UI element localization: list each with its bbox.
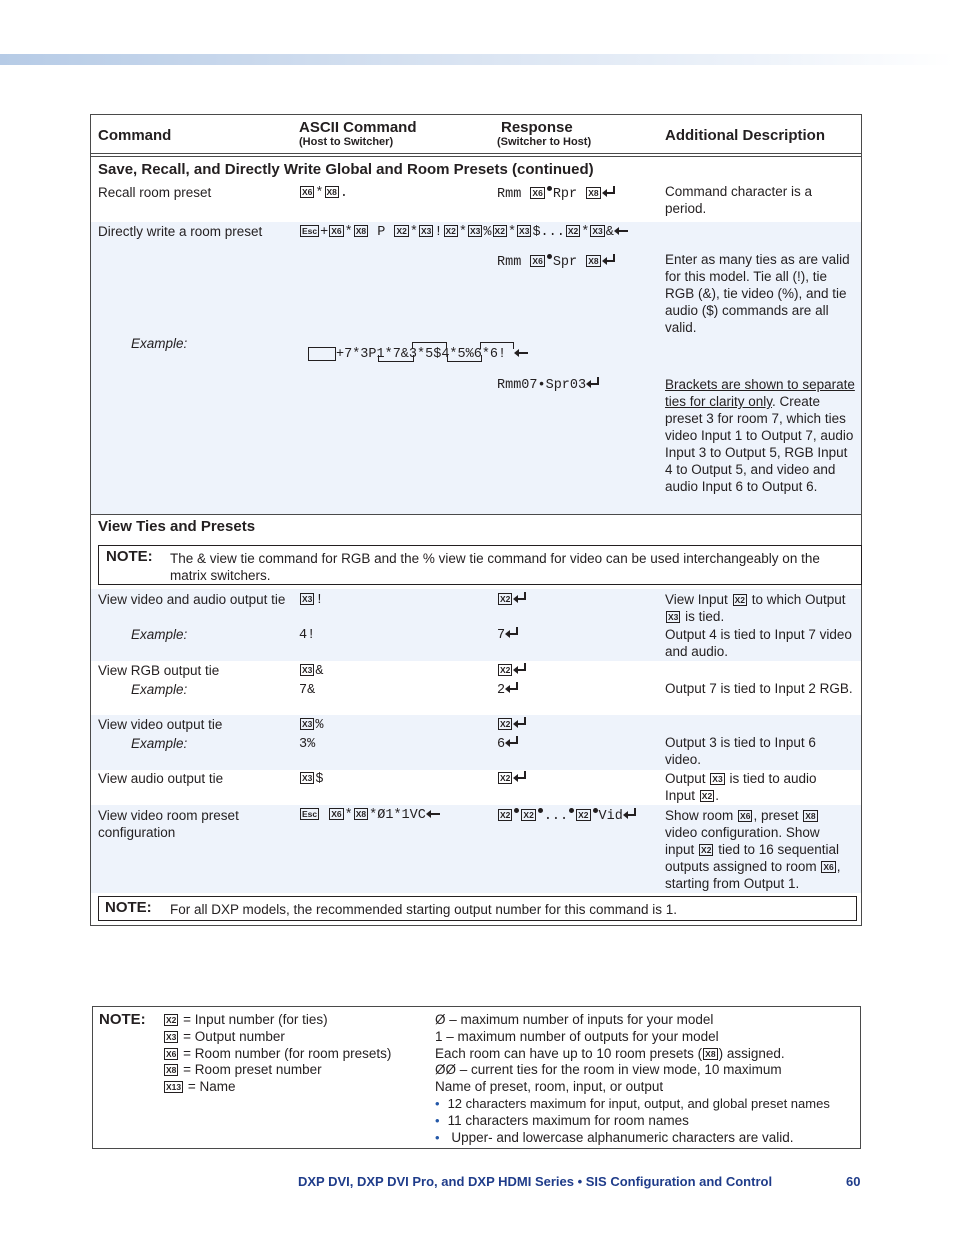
bullet-dot: [569, 808, 574, 813]
view-rgb-example-label: Example:: [131, 682, 188, 697]
legend-right-line: Each room can have up to 10 room presets ( X8 ) assigned.: [435, 1045, 785, 1061]
x3-box: X3: [302, 594, 313, 604]
x2-box: X2: [396, 226, 407, 236]
view-rgb-example-response: [497, 683, 518, 698]
col-ascii-subheader: (Host to Switcher): [299, 136, 394, 148]
x3-box: X3: [302, 719, 313, 729]
example-description-text: Create preset 3 for room 7, which ties video Input 1 to Output 7, audio Input 3 to Output 5, RGB Input 4 to Output 5, and video and audio Input 6 to Output 6.: [665, 394, 854, 494]
view-av-example-description: Output 4 is tied to Input 7 video and audio.: [665, 627, 852, 659]
note-box-view-ties: [98, 545, 862, 585]
view-av-ascii-command: X3 !: [302, 593, 324, 608]
return-icon: [513, 719, 526, 728]
bullet-text: 11 characters maximum for room names: [447, 1112, 689, 1128]
esc-box: Esc: [302, 226, 318, 236]
x2-box: X2: [500, 810, 511, 820]
left-arrow-icon: [614, 226, 628, 235]
x8-box: X8: [805, 811, 816, 821]
note-label: NOTE:: [105, 899, 152, 916]
return-icon: [623, 810, 636, 819]
view-video-example-label: Example:: [131, 736, 188, 751]
view-video-ascii-command: X3 %: [302, 718, 324, 733]
bullet-icon: •: [435, 1112, 440, 1128]
x2-box: X2: [523, 810, 534, 820]
recall-response: Rmm X6 Rpr X8: [497, 186, 615, 202]
view-av-example-command: 4!: [299, 628, 316, 643]
x8-box: X8: [355, 809, 367, 819]
recall-room-preset-label: Recall room preset: [98, 185, 212, 200]
left-arrow-icon: [514, 348, 528, 357]
x2-box: X2: [445, 226, 456, 236]
return-icon: [513, 773, 526, 782]
legend-box: X13: [166, 1082, 182, 1093]
view-rgb-response: [497, 664, 526, 679]
x6-box: X6: [532, 256, 543, 266]
view-rgb-ascii-command: X3 &: [302, 664, 324, 679]
view-audio-description: Output X3 is tied to audio Input X2 .: [665, 771, 817, 803]
header-divider: [91, 153, 861, 154]
return-icon: [602, 188, 615, 197]
view-room-response: X2 X2 ... X2 Vid: [497, 808, 636, 824]
view-audio-response: [497, 772, 526, 787]
bullet-dot: [547, 254, 552, 259]
desc-part: is tied.: [685, 609, 725, 624]
legend-item: [163, 1046, 391, 1063]
x3-box: X3: [592, 226, 603, 236]
view-video-response: [497, 718, 526, 733]
command-table: [90, 114, 862, 926]
direct-write-response: Rmm X6 Spr X8: [497, 254, 615, 270]
legend-right-line: Ø – maximum number of inputs for your model: [435, 1012, 714, 1027]
legend-right-line: 1 – maximum number of outputs for your model: [435, 1028, 719, 1044]
section-title-view-ties: View Ties and Presets: [98, 518, 256, 535]
x8-box: X8: [705, 1048, 716, 1059]
desc-part: Show room: [665, 808, 734, 823]
legend-note-label: NOTE:: [99, 1011, 146, 1028]
x2-box: X2: [578, 810, 589, 820]
x3-box: X3: [519, 226, 530, 236]
return-icon: [505, 738, 518, 747]
legend-text: = Output number: [183, 1028, 285, 1044]
col-command-header: Command: [98, 127, 172, 144]
legend-box: X2: [166, 1015, 177, 1025]
example-response-text: 6: [497, 737, 506, 752]
legend-bullet-item: [435, 1113, 855, 1130]
note-text: For all DXP models, the recommended starting output number for this command is 1.: [170, 902, 677, 917]
col-response-header: Response: [501, 119, 573, 136]
x2-box: X2: [494, 226, 505, 236]
x6-box: X6: [532, 188, 543, 198]
desc-part: tied to 16 sequential: [718, 842, 840, 857]
view-rgb-example-command: 7&: [299, 683, 316, 698]
x6-box: X6: [331, 809, 342, 819]
legend-right-text: assigned.: [726, 1045, 785, 1061]
x3-box: X3: [712, 774, 723, 784]
legend-box: X6: [166, 1048, 177, 1059]
direct-write-ascii-command: Esc + X6 * X8 P X2 * X3 ! X2 * X3 % X2 * X3 $... X2 * X3 &: [299, 225, 628, 240]
x2-box: X2: [567, 226, 579, 236]
x8-box: X8: [588, 188, 599, 198]
x8-box: X8: [355, 226, 367, 236]
bullet-text: Upper- and lowercase alphanumeric characters are valid.: [451, 1129, 794, 1145]
view-video-example-command: 3%: [299, 737, 316, 752]
view-rgb-label: View RGB output tie: [98, 663, 220, 678]
view-av-label: View video and audio output tie: [98, 592, 286, 607]
x8-box: X8: [326, 187, 337, 197]
x2-box: X2: [701, 791, 713, 801]
return-icon: [602, 256, 615, 265]
example-command-text: +7*3P1*7&3*5$4*5%6*6!: [336, 347, 507, 362]
view-av-example-response: [497, 628, 518, 643]
view-audio-label: View audio output tie: [98, 771, 224, 786]
desc-part: is tied to audio: [729, 771, 817, 786]
view-video-label: View video output tie: [98, 717, 223, 732]
example-response-text: 7: [497, 628, 506, 643]
bullet-dot: [547, 186, 552, 191]
x2-box: X2: [734, 595, 745, 605]
direct-write-example-command: [336, 347, 528, 362]
desc-part: Input: [665, 788, 696, 803]
recall-description: Command character is a period.: [665, 184, 813, 216]
x6-box: X6: [740, 811, 751, 821]
return-icon: [505, 684, 518, 693]
legend-box: X3: [166, 1031, 177, 1042]
footer-title: DXP DVI, DXP DVI Pro, and DXP HDMI Series • SIS Configuration and Control: [298, 1174, 773, 1189]
x2-box: X2: [500, 773, 511, 783]
esc-box: Esc: [302, 809, 318, 819]
section-divider: [91, 514, 861, 515]
bullet-dot: [514, 808, 519, 813]
x2-box: X2: [500, 665, 511, 675]
bullet-dot: [538, 808, 543, 813]
legend-note-box: [92, 1006, 861, 1149]
example-response-text: Rmm07•Spr03: [497, 378, 587, 393]
x3-box: X3: [302, 773, 313, 783]
x3-box: X3: [668, 612, 679, 622]
example-response-text: 2: [497, 683, 506, 698]
legend-bullet-item: [435, 1130, 855, 1147]
legend-right-line: ØØ – current ties for the room in view mode, 10 maximum: [435, 1062, 782, 1078]
legend-text: = Name: [187, 1079, 236, 1095]
desc-part: View Input: [665, 592, 728, 607]
bullet-dot: [593, 808, 598, 813]
view-rgb-example-description: Output 7 is tied to Input 2 RGB.: [665, 681, 853, 696]
bullet-icon: •: [435, 1129, 440, 1145]
top-color-bar: [0, 54, 954, 65]
view-room-description: Show room X6 , preset X8 video configuration. Show input X2 tied to 16 sequential outputs assigned to room X6 , starting from Output 1.: [665, 808, 841, 891]
desc-part: to which Output: [751, 592, 846, 607]
desc-part: Output: [665, 771, 706, 786]
return-icon: [513, 665, 526, 674]
legend-text: = Room number (for room presets): [183, 1045, 392, 1061]
page-number: 60: [846, 1174, 861, 1189]
direct-write-example-label: Example:: [131, 336, 188, 351]
legend-item: [163, 1029, 391, 1046]
view-room-ascii-command: Esc X6 * X8 *Ø1*1VC: [299, 808, 440, 823]
esc-key-outline: [308, 347, 336, 361]
direct-write-description: Enter as many ties as are valid for this model. Tie all (!), tie RGB (&), tie video (%), and tie audio ($) commands are all valid.: [665, 252, 850, 335]
direct-write-example-description: Brackets are shown to separate ties for clarity only. Create preset 3 for room 7, which ties video Input 1 to Output 7, audio Input 3 to Output 5, RGB Input 4 to Output 5, and video and audio Input 6 to Output 6.: [665, 377, 855, 494]
note-box-room-preset: [98, 896, 857, 921]
legend-bullet-item: [435, 1096, 855, 1113]
col-ascii-header: ASCII Command: [299, 119, 417, 136]
x8-box: X8: [588, 256, 599, 266]
x2-box: X2: [500, 719, 511, 729]
bullet-text: 12 characters maximum for input, output, and global preset names: [447, 1095, 830, 1111]
note-label: NOTE:: [106, 548, 153, 565]
legend-right-column: [435, 1012, 855, 1146]
direct-write-label: Directly write a room preset: [98, 224, 263, 239]
legend-left-column: [163, 1012, 391, 1096]
view-av-example-label: Example:: [131, 627, 188, 642]
view-av-description: [665, 591, 855, 625]
legend-item: [163, 1012, 391, 1029]
bracket-note: Brackets are shown to separate ties for clarity only: [665, 377, 855, 409]
header-divider-2: [91, 156, 861, 157]
recall-ascii-command: X6 * X8 .: [302, 186, 349, 201]
legend-text: = Input number (for ties): [183, 1012, 328, 1027]
return-icon: [513, 594, 526, 603]
x2-box: X2: [701, 845, 712, 855]
legend-item: [163, 1062, 391, 1079]
desc-part: input: [665, 842, 695, 857]
legend-right-text: Each room can have up to 10 room presets: [435, 1045, 694, 1061]
direct-write-example-response: [497, 378, 599, 393]
x6-box: X6: [823, 862, 834, 872]
legend-right-line: Name of preset, room, input, or output: [435, 1079, 664, 1095]
view-video-example-response: [497, 737, 518, 752]
x6-box: X6: [331, 226, 342, 236]
legend-text: = Room preset number: [183, 1062, 322, 1078]
left-arrow-icon: [426, 809, 440, 818]
legend-box: X8: [166, 1065, 177, 1076]
x2-box: X2: [500, 594, 511, 604]
view-video-example-description: Output 3 is tied to Input 6 video.: [665, 735, 816, 767]
desc-part: starting from Output 1.: [665, 876, 800, 891]
x3-box: X3: [302, 665, 313, 675]
desc-part: video configuration. Show: [665, 825, 820, 840]
x3-box: X3: [470, 226, 481, 236]
col-desc-header: Additional Description: [665, 127, 826, 144]
return-icon: [586, 379, 599, 388]
view-room-label: View video room preset configuration: [98, 808, 239, 840]
legend-item: [163, 1079, 391, 1096]
desc-part: , preset: [753, 808, 799, 823]
col-response-subheader: (Switcher to Host): [497, 136, 592, 148]
return-icon: [505, 629, 518, 638]
x6-box: X6: [302, 187, 313, 197]
desc-part: outputs assigned to room: [665, 859, 817, 874]
view-av-response: [497, 593, 526, 608]
bullet-icon: •: [435, 1095, 440, 1111]
section-title-presets: Save, Recall, and Directly Write Global and Room Presets (continued): [98, 161, 594, 178]
x3-box: X3: [420, 226, 432, 236]
view-audio-ascii-command: X3 $: [302, 772, 324, 787]
note-text: The & view tie command for RGB and the % view tie command for video can be used interchangeably on the matrix switchers.: [170, 551, 820, 583]
